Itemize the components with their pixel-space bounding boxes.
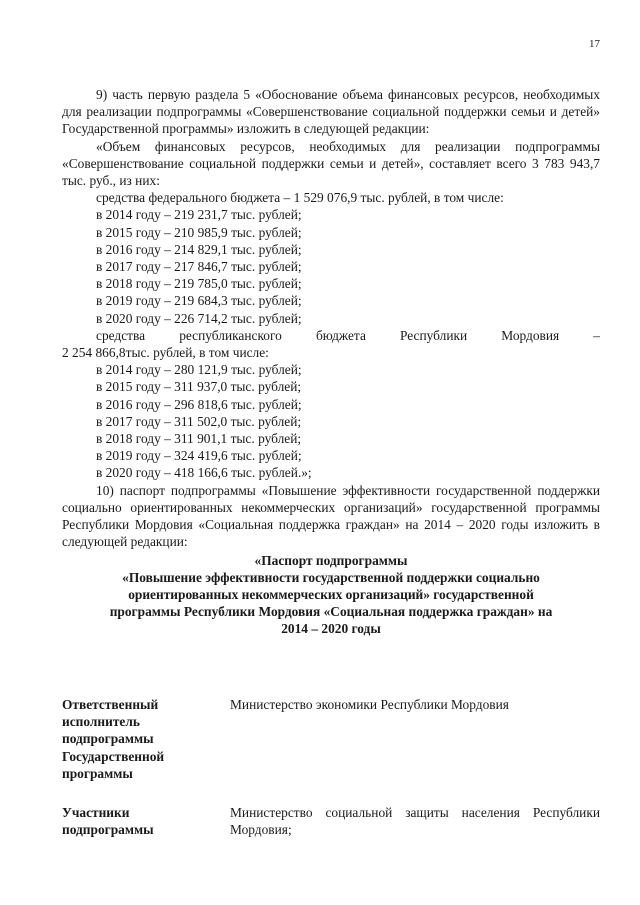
- passport-row-value: Министерство экономики Республики Мордовия: [230, 697, 509, 712]
- regional-year-line: в 2015 году – 311 937,0 тыс. рублей;: [96, 379, 302, 395]
- federal-year-line: в 2015 году – 210 985,9 тыс. рублей;: [96, 224, 302, 240]
- regional-budget-total: 2 254 866,8тыс. рублей, в том числе:: [62, 345, 269, 361]
- paragraph-item-10: 10) паспорт подпрограммы «Повышение эффективности государственной поддержки социально ориентированных некоммерческих организаций» государственной программы Республики Мордовия «Социальная поддержка граждан» на 2014 – 2020 годы изложить в следующей редакции:: [62, 482, 600, 550]
- federal-year-line: в 2016 году – 214 829,1 тыс. рублей;: [96, 241, 302, 257]
- federal-year-line: в 2019 году – 219 684,3 тыс. рублей;: [96, 293, 302, 309]
- label-line: исполнитель: [62, 714, 140, 730]
- federal-year-line: в 2018 году – 219 785,0 тыс. рублей;: [96, 276, 302, 292]
- label-line: Государственной: [62, 748, 165, 764]
- label-line: подпрограммы: [62, 731, 154, 747]
- regional-budget-heading: средства республиканского бюджета Республики Мордовия –: [96, 327, 600, 343]
- paragraph-item-9: 9) часть первую раздела 5 «Обоснование объема финансовых ресурсов, необходимых для реализации подпрограммы «Совершенствование социальной поддержки семьи и детей» Государственной программы» изложить в следующей редакции:: [62, 87, 600, 137]
- label-line: программы: [62, 765, 133, 781]
- document-body: [62, 86, 600, 637]
- federal-year-line: в 2014 году – 219 231,7 тыс. рублей;: [96, 207, 302, 223]
- federal-budget-heading: средства федерального бюджета – 1 529 076,9 тыс. рублей, в том числе:: [96, 190, 504, 206]
- passport-row-value: Министерство социальной защиты населения Республики Мордовия;: [230, 805, 600, 838]
- passport-row-responsible: [62, 696, 600, 782]
- label-line: Участники: [62, 805, 130, 821]
- passport-row-label: [62, 696, 230, 782]
- regional-year-line: в 2019 году – 324 419,6 тыс. рублей;: [96, 448, 302, 464]
- passport-title-line: «Паспорт подпрограммы: [254, 553, 408, 569]
- federal-year-line: в 2017 году – 217 846,7 тыс. рублей;: [96, 259, 302, 275]
- paragraph-financing-quote: «Объем финансовых ресурсов, необходимых для реализации подпрограммы «Совершенствование социальной поддержки семьи и детей», составляет всего 3 783 943,7 тыс. руб., из них:: [62, 138, 600, 189]
- regional-year-line: в 2018 году – 311 901,1 тыс. рублей;: [96, 431, 302, 447]
- passport-title-line: программы Республики Мордовия «Социальная поддержка граждан» на: [109, 604, 553, 620]
- label-line: Ответственный: [62, 697, 159, 712]
- passport-title-line: ориентированных некоммерческих организаций» государственной: [128, 587, 534, 603]
- regional-year-line: в 2020 году – 418 166,6 тыс. рублей.»;: [96, 465, 312, 481]
- passport-row-participants: [62, 804, 600, 838]
- federal-year-line: в 2020 году – 226 714,2 тыс. рублей;: [96, 310, 302, 326]
- passport-table: [62, 696, 600, 838]
- passport-title: [62, 552, 600, 637]
- page-number: 17: [589, 38, 600, 50]
- regional-year-line: в 2014 году – 280 121,9 тыс. рублей;: [96, 362, 302, 378]
- passport-title-line: «Повышение эффективности государственной поддержки социально: [122, 570, 540, 586]
- regional-year-line: в 2016 году – 296 818,6 тыс. рублей;: [96, 396, 302, 412]
- passport-row-label: [62, 804, 230, 838]
- regional-year-line: в 2017 году – 311 502,0 тыс. рублей;: [96, 413, 302, 429]
- label-line: подпрограммы: [62, 822, 154, 838]
- passport-title-line: 2014 – 2020 годы: [281, 621, 381, 637]
